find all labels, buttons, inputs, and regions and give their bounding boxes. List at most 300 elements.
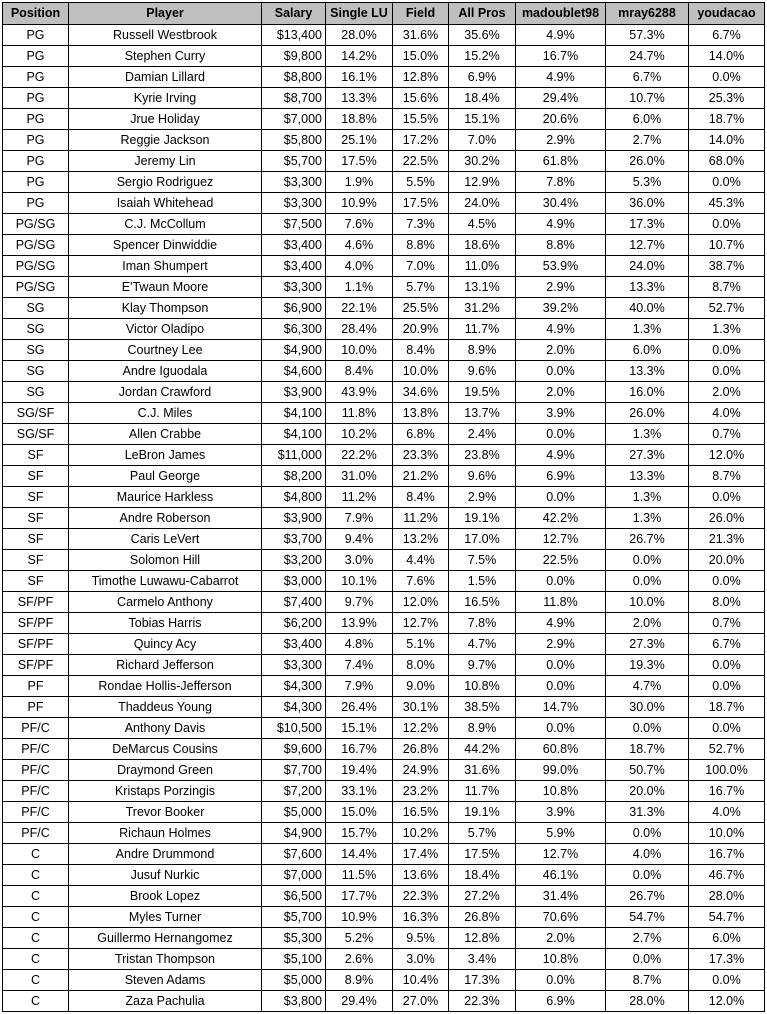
cell-single-lu: 22.1% [326,298,393,319]
table-row [3,928,765,949]
cell-youdacao: 14.0% [689,46,765,67]
cell-all-pros: 9.7% [449,655,516,676]
cell-single-lu: 25.1% [326,130,393,151]
table-row [3,550,765,571]
cell-field: 9.0% [393,676,449,697]
cell-single-lu: 11.8% [326,403,393,424]
cell-youdacao: 6.7% [689,25,765,46]
table-row [3,739,765,760]
cell-madoublet98: 20.6% [516,109,606,130]
cell-youdacao: 0.7% [689,613,765,634]
cell-field: 6.8% [393,424,449,445]
cell-field: 17.4% [393,844,449,865]
cell-salary: $4,800 [262,487,326,508]
cell-field: 17.5% [393,193,449,214]
table-row [3,25,765,46]
cell-field: 31.6% [393,25,449,46]
cell-madoublet98: 0.0% [516,424,606,445]
cell-youdacao: 12.0% [689,991,765,1012]
table-header [3,3,765,25]
table-row [3,697,765,718]
cell-position: SF [3,445,69,466]
cell-madoublet98: 5.9% [516,823,606,844]
cell-mray6288: 28.0% [606,991,689,1012]
cell-field: 13.6% [393,865,449,886]
cell-salary: $3,900 [262,382,326,403]
cell-mray6288: 27.3% [606,634,689,655]
cell-player: Isaiah Whitehead [69,193,262,214]
cell-salary: $4,300 [262,697,326,718]
cell-player: Tobias Harris [69,613,262,634]
cell-single-lu: 4.6% [326,235,393,256]
cell-youdacao: 12.0% [689,445,765,466]
cell-youdacao: 10.7% [689,235,765,256]
cell-youdacao: 18.7% [689,697,765,718]
cell-field: 15.0% [393,46,449,67]
cell-player: Russell Westbrook [69,25,262,46]
cell-salary: $6,300 [262,319,326,340]
cell-player: Allen Crabbe [69,424,262,445]
cell-player: Maurice Harkless [69,487,262,508]
cell-all-pros: 5.7% [449,823,516,844]
cell-single-lu: 31.0% [326,466,393,487]
cell-all-pros: 13.1% [449,277,516,298]
cell-mray6288: 0.0% [606,550,689,571]
cell-salary: $3,900 [262,508,326,529]
cell-all-pros: 7.8% [449,613,516,634]
cell-mray6288: 13.3% [606,277,689,298]
cell-all-pros: 4.5% [449,214,516,235]
cell-position: SF [3,550,69,571]
cell-mray6288: 54.7% [606,907,689,928]
cell-single-lu: 10.2% [326,424,393,445]
cell-position: C [3,844,69,865]
cell-single-lu: 11.5% [326,865,393,886]
cell-madoublet98: 0.0% [516,676,606,697]
cell-salary: $5,100 [262,949,326,970]
cell-all-pros: 9.6% [449,466,516,487]
cell-single-lu: 14.4% [326,844,393,865]
cell-youdacao: 25.3% [689,88,765,109]
cell-youdacao: 6.0% [689,928,765,949]
table-row [3,424,765,445]
cell-position: SF/PF [3,613,69,634]
table-row [3,151,765,172]
cell-all-pros: 8.9% [449,340,516,361]
cell-position: PG [3,151,69,172]
table-row [3,907,765,928]
cell-position: SG [3,298,69,319]
cell-salary: $5,800 [262,130,326,151]
cell-field: 8.8% [393,235,449,256]
table-row [3,403,765,424]
cell-mray6288: 10.0% [606,592,689,613]
cell-player: Andre Drummond [69,844,262,865]
cell-field: 11.2% [393,508,449,529]
cell-salary: $3,700 [262,529,326,550]
cell-position: PF/C [3,718,69,739]
cell-madoublet98: 6.9% [516,991,606,1012]
cell-mray6288: 8.7% [606,970,689,991]
cell-single-lu: 43.9% [326,382,393,403]
cell-madoublet98: 4.9% [516,445,606,466]
cell-player: Stephen Curry [69,46,262,67]
table-row [3,718,765,739]
cell-all-pros: 24.0% [449,193,516,214]
cell-madoublet98: 29.4% [516,88,606,109]
cell-player: Kyrie Irving [69,88,262,109]
cell-youdacao: 17.3% [689,949,765,970]
cell-player: Trevor Booker [69,802,262,823]
cell-single-lu: 17.7% [326,886,393,907]
cell-salary: $4,600 [262,361,326,382]
cell-field: 3.0% [393,949,449,970]
cell-position: SG/SF [3,424,69,445]
cell-salary: $4,900 [262,823,326,844]
cell-mray6288: 6.7% [606,67,689,88]
cell-mray6288: 2.7% [606,928,689,949]
cell-madoublet98: 60.8% [516,739,606,760]
cell-salary: $3,400 [262,634,326,655]
cell-mray6288: 0.0% [606,865,689,886]
cell-single-lu: 9.4% [326,529,393,550]
cell-player: DeMarcus Cousins [69,739,262,760]
table-row [3,340,765,361]
table-row [3,865,765,886]
cell-player: Anthony Davis [69,718,262,739]
cell-field: 22.3% [393,886,449,907]
column-header-position: Position [3,3,69,25]
cell-salary: $6,900 [262,298,326,319]
cell-youdacao: 52.7% [689,739,765,760]
cell-all-pros: 8.9% [449,718,516,739]
column-header-single-lu: Single LU [326,3,393,25]
cell-youdacao: 4.0% [689,403,765,424]
cell-all-pros: 19.1% [449,508,516,529]
cell-all-pros: 2.4% [449,424,516,445]
cell-madoublet98: 0.0% [516,718,606,739]
cell-salary: $4,100 [262,424,326,445]
cell-mray6288: 13.3% [606,466,689,487]
column-header-field: Field [393,3,449,25]
cell-single-lu: 11.2% [326,487,393,508]
cell-position: PF/C [3,802,69,823]
cell-player: Richard Jefferson [69,655,262,676]
cell-position: C [3,865,69,886]
cell-madoublet98: 4.9% [516,613,606,634]
cell-madoublet98: 61.8% [516,151,606,172]
cell-field: 34.6% [393,382,449,403]
cell-position: PG/SG [3,277,69,298]
cell-player: Courtney Lee [69,340,262,361]
cell-single-lu: 29.4% [326,991,393,1012]
cell-madoublet98: 7.8% [516,172,606,193]
cell-field: 30.1% [393,697,449,718]
table-row [3,487,765,508]
cell-player: Sergio Rodriguez [69,172,262,193]
table-row [3,277,765,298]
cell-field: 9.5% [393,928,449,949]
cell-madoublet98: 53.9% [516,256,606,277]
cell-mray6288: 4.7% [606,676,689,697]
table-row [3,613,765,634]
cell-youdacao: 8.7% [689,277,765,298]
cell-player: Caris LeVert [69,529,262,550]
cell-all-pros: 26.8% [449,907,516,928]
cell-position: SF [3,466,69,487]
column-header-all-pros: All Pros [449,3,516,25]
cell-mray6288: 57.3% [606,25,689,46]
cell-all-pros: 23.8% [449,445,516,466]
cell-single-lu: 9.7% [326,592,393,613]
cell-single-lu: 2.6% [326,949,393,970]
cell-youdacao: 46.7% [689,865,765,886]
cell-field: 27.0% [393,991,449,1012]
cell-madoublet98: 16.7% [516,46,606,67]
cell-youdacao: 0.0% [689,655,765,676]
cell-all-pros: 4.7% [449,634,516,655]
table-row [3,634,765,655]
cell-mray6288: 20.0% [606,781,689,802]
cell-salary: $3,300 [262,277,326,298]
cell-youdacao: 20.0% [689,550,765,571]
cell-salary: $3,400 [262,235,326,256]
cell-youdacao: 0.0% [689,67,765,88]
cell-player: Jrue Holiday [69,109,262,130]
cell-madoublet98: 30.4% [516,193,606,214]
cell-field: 10.2% [393,823,449,844]
cell-position: PG [3,109,69,130]
cell-player: Paul George [69,466,262,487]
cell-position: SG [3,382,69,403]
cell-all-pros: 11.7% [449,781,516,802]
cell-salary: $8,200 [262,466,326,487]
table-row [3,529,765,550]
cell-all-pros: 31.6% [449,760,516,781]
cell-madoublet98: 14.7% [516,697,606,718]
cell-field: 7.0% [393,256,449,277]
cell-mray6288: 26.7% [606,886,689,907]
cell-all-pros: 12.8% [449,928,516,949]
cell-player: Andre Roberson [69,508,262,529]
cell-field: 5.7% [393,277,449,298]
cell-madoublet98: 2.0% [516,382,606,403]
cell-mray6288: 1.3% [606,319,689,340]
cell-field: 10.0% [393,361,449,382]
table-row [3,970,765,991]
cell-single-lu: 14.2% [326,46,393,67]
cell-mray6288: 6.0% [606,340,689,361]
cell-player: Kristaps Porzingis [69,781,262,802]
cell-position: PF [3,697,69,718]
cell-single-lu: 17.5% [326,151,393,172]
table-row [3,781,765,802]
cell-all-pros: 19.1% [449,802,516,823]
table-row [3,949,765,970]
cell-salary: $3,300 [262,655,326,676]
cell-salary: $5,700 [262,151,326,172]
cell-field: 7.6% [393,571,449,592]
cell-player: Jusuf Nurkic [69,865,262,886]
cell-player: Myles Turner [69,907,262,928]
cell-youdacao: 54.7% [689,907,765,928]
cell-mray6288: 4.0% [606,844,689,865]
cell-position: PF [3,676,69,697]
cell-madoublet98: 0.0% [516,361,606,382]
cell-madoublet98: 10.8% [516,781,606,802]
cell-madoublet98: 10.8% [516,949,606,970]
cell-youdacao: 14.0% [689,130,765,151]
cell-salary: $3,300 [262,172,326,193]
cell-mray6288: 2.0% [606,613,689,634]
cell-all-pros: 30.2% [449,151,516,172]
cell-mray6288: 31.3% [606,802,689,823]
cell-mray6288: 18.7% [606,739,689,760]
cell-single-lu: 19.4% [326,760,393,781]
cell-position: PG/SG [3,235,69,256]
cell-mray6288: 26.7% [606,529,689,550]
cell-salary: $3,300 [262,193,326,214]
table-row [3,256,765,277]
cell-youdacao: 1.3% [689,319,765,340]
cell-field: 21.2% [393,466,449,487]
cell-salary: $3,400 [262,256,326,277]
cell-player: Thaddeus Young [69,697,262,718]
cell-youdacao: 0.0% [689,571,765,592]
cell-madoublet98: 0.0% [516,970,606,991]
cell-player: C.J. McCollum [69,214,262,235]
cell-all-pros: 10.8% [449,676,516,697]
cell-salary: $7,200 [262,781,326,802]
cell-position: PG/SG [3,214,69,235]
table-row [3,760,765,781]
cell-player: Draymond Green [69,760,262,781]
cell-all-pros: 18.4% [449,88,516,109]
cell-all-pros: 15.1% [449,109,516,130]
cell-player: Timothe Luwawu-Cabarrot [69,571,262,592]
cell-player: C.J. Miles [69,403,262,424]
cell-single-lu: 15.7% [326,823,393,844]
column-header-player: Player [69,3,262,25]
cell-position: PG [3,193,69,214]
cell-single-lu: 15.0% [326,802,393,823]
cell-player: Iman Shumpert [69,256,262,277]
cell-single-lu: 28.4% [326,319,393,340]
cell-all-pros: 38.5% [449,697,516,718]
cell-all-pros: 35.6% [449,25,516,46]
cell-player: Quincy Acy [69,634,262,655]
cell-madoublet98: 11.8% [516,592,606,613]
cell-position: PG [3,88,69,109]
cell-mray6288: 19.3% [606,655,689,676]
cell-all-pros: 2.9% [449,487,516,508]
table-row [3,571,765,592]
table-row [3,655,765,676]
cell-player: Spencer Dinwiddie [69,235,262,256]
cell-mray6288: 12.7% [606,235,689,256]
table-row [3,67,765,88]
cell-single-lu: 7.4% [326,655,393,676]
table-row [3,802,765,823]
cell-madoublet98: 2.0% [516,928,606,949]
cell-field: 23.3% [393,445,449,466]
cell-madoublet98: 12.7% [516,529,606,550]
cell-player: Zaza Pachulia [69,991,262,1012]
cell-madoublet98: 2.9% [516,634,606,655]
cell-player: E'Twaun Moore [69,277,262,298]
cell-youdacao: 0.0% [689,718,765,739]
cell-youdacao: 45.3% [689,193,765,214]
cell-youdacao: 0.0% [689,487,765,508]
cell-madoublet98: 46.1% [516,865,606,886]
cell-player: Steven Adams [69,970,262,991]
table-row [3,88,765,109]
cell-single-lu: 10.9% [326,193,393,214]
cell-madoublet98: 0.0% [516,487,606,508]
cell-all-pros: 16.5% [449,592,516,613]
cell-mray6288: 27.3% [606,445,689,466]
cell-mray6288: 6.0% [606,109,689,130]
column-header-salary: Salary [262,3,326,25]
cell-single-lu: 7.9% [326,508,393,529]
cell-all-pros: 22.3% [449,991,516,1012]
cell-youdacao: 18.7% [689,109,765,130]
cell-field: 16.5% [393,802,449,823]
cell-player: Brook Lopez [69,886,262,907]
cell-mray6288: 17.3% [606,214,689,235]
cell-salary: $6,500 [262,886,326,907]
cell-position: SF/PF [3,655,69,676]
cell-player: Victor Oladipo [69,319,262,340]
cell-player: Carmelo Anthony [69,592,262,613]
cell-all-pros: 12.9% [449,172,516,193]
cell-mray6288: 16.0% [606,382,689,403]
cell-mray6288: 36.0% [606,193,689,214]
cell-position: PF/C [3,739,69,760]
cell-madoublet98: 12.7% [516,844,606,865]
cell-madoublet98: 0.0% [516,571,606,592]
cell-player: Jordan Crawford [69,382,262,403]
table-row [3,676,765,697]
cell-youdacao: 0.0% [689,340,765,361]
cell-field: 16.3% [393,907,449,928]
cell-all-pros: 11.0% [449,256,516,277]
cell-madoublet98: 22.5% [516,550,606,571]
cell-field: 12.8% [393,67,449,88]
cell-madoublet98: 42.2% [516,508,606,529]
cell-mray6288: 1.3% [606,487,689,508]
cell-player: Andre Iguodala [69,361,262,382]
cell-player: Reggie Jackson [69,130,262,151]
cell-field: 13.2% [393,529,449,550]
cell-mray6288: 50.7% [606,760,689,781]
cell-position: SG/SF [3,403,69,424]
cell-field: 20.9% [393,319,449,340]
cell-mray6288: 5.3% [606,172,689,193]
cell-field: 7.3% [393,214,449,235]
cell-position: PG/SG [3,256,69,277]
cell-youdacao: 0.7% [689,424,765,445]
cell-position: SF/PF [3,592,69,613]
cell-madoublet98: 39.2% [516,298,606,319]
cell-mray6288: 0.0% [606,571,689,592]
cell-position: SG [3,361,69,382]
cell-salary: $4,300 [262,676,326,697]
column-header-madoublet98: madoublet98 [516,3,606,25]
table-row [3,298,765,319]
cell-youdacao: 38.7% [689,256,765,277]
cell-single-lu: 8.9% [326,970,393,991]
